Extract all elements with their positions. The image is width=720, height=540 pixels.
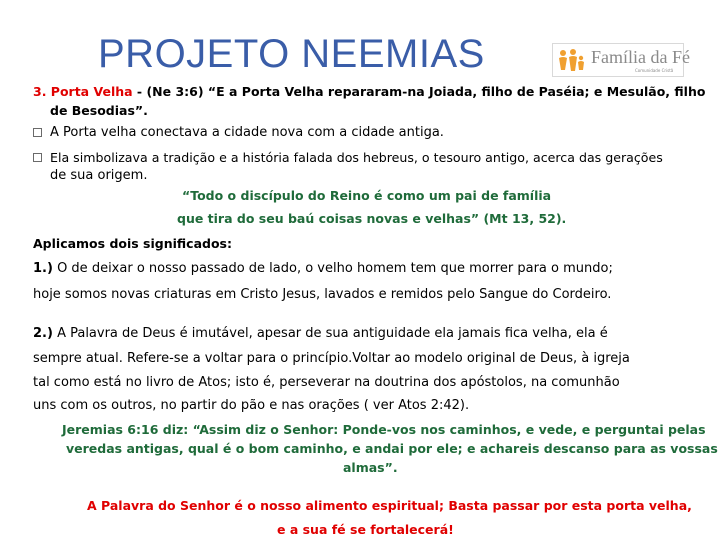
jeremias-line-3: almas”. <box>343 460 398 475</box>
quote-line-2: que tira do seu baú coisas novas e velhas” (Mt 13, 52). <box>177 211 567 226</box>
logo-subtitle: Comunidade Cristã <box>635 68 674 73</box>
bullet-1-text: A Porta velha conectava a cidade nova com a cidade antiga. <box>50 125 444 140</box>
meaning-2-number: 2.) <box>33 326 53 341</box>
bullet-2-text: Ela simbolizava a tradição e a história falada dos hebreus, o tesouro antigo, acerca das gerações <box>50 150 663 165</box>
logo-name: Família da Fé <box>591 47 690 67</box>
meaning-2-text: A Palavra de Deus é imutável, apesar de sua antiguidade ela jamais fica velha, ela é <box>52 326 608 341</box>
bullet-icon <box>33 128 42 137</box>
meaning-2-line-2: sempre atual. Refere-se a voltar para o princípio.Voltar ao modelo original de Deus, à igreja <box>33 351 630 366</box>
intro-heading <box>33 84 705 100</box>
meaning-2-line-3: tal como está no livro de Atos; isto é, perseverar na doutrina dos apóstolos, na comunhão <box>33 375 620 390</box>
closing-line-1: A Palavra do Senhor é o nosso alimento espiritual; Basta passar por esta porta velha, <box>87 498 692 513</box>
quote-line-1: “Todo o discípulo do Reino é como um pai de família <box>182 188 552 203</box>
meanings-heading: Aplicamos dois significados: <box>33 236 232 251</box>
jeremias-line-2: veredas antigas, qual é o bom caminho, e andai por ele; e achareis descanso para as vossas <box>66 441 718 456</box>
closing-line-2: e a sua fé se fortalecerá! <box>277 522 454 537</box>
meaning-1-line-2: hoje somos novas criaturas em Cristo Jesus, lavados e remidos pelo Sangue do Cordeiro. <box>33 287 612 302</box>
jeremias-line-1: Jeremias 6:16 diz: “Assim diz o Senhor: Ponde-vos nos caminhos, e vede, e perguntai pelas <box>62 422 706 437</box>
intro-heading-cont: de Besodias”. <box>50 103 148 118</box>
intro-heading-text: - (Ne 3:6) “E a Porta Velha repararam-na Joiada, filho de Paséia; e Mesulão, filho <box>132 84 706 99</box>
meaning-2-line-1 <box>33 326 608 342</box>
family-figures-icon <box>556 48 586 74</box>
meaning-1-text: O de deixar o nosso passado de lado, o velho homem tem que morrer para o mundo; <box>52 261 613 276</box>
bullet-icon <box>33 153 42 162</box>
logo <box>552 43 690 77</box>
intro-heading-red: 3. Porta Velha <box>33 84 133 99</box>
page-title: PROJETO NEEMIAS <box>98 32 485 76</box>
meaning-1-line-1 <box>33 261 613 277</box>
meaning-2-line-4: uns com os outros, no partir do pão e nas orações ( ver Atos 2:42). <box>33 398 470 413</box>
bullet-2-text-cont: de sua origem. <box>50 168 148 183</box>
meaning-1-number: 1.) <box>33 261 53 276</box>
